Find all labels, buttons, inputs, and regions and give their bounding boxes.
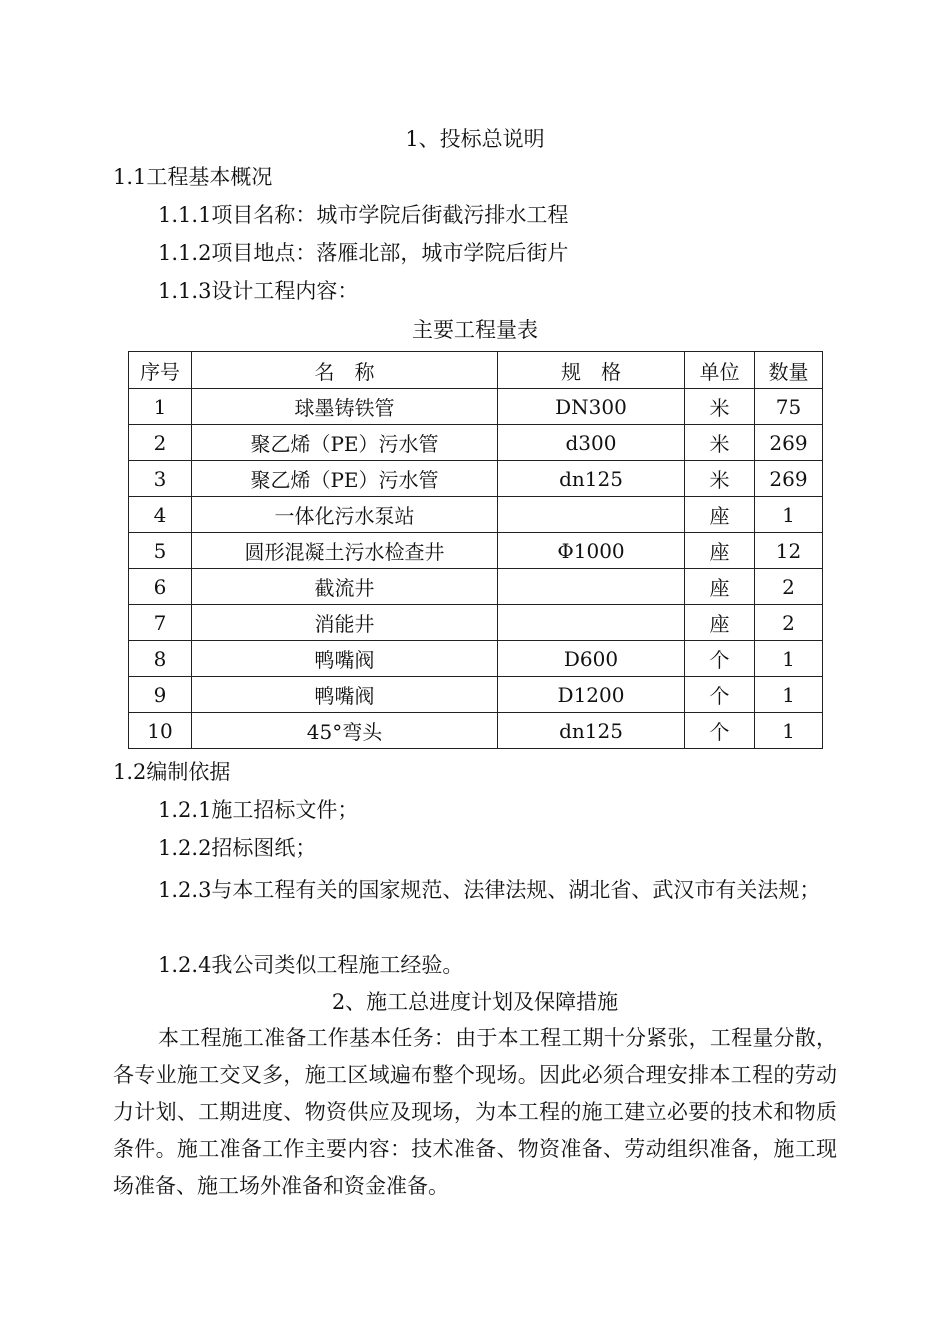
cell-unit: 座: [685, 497, 755, 533]
cell-spec: D600: [498, 641, 685, 677]
cell-name: 球墨铸铁管: [192, 389, 498, 425]
project-name-line: 1.1.1项目名称：城市学院后街截污排水工程: [158, 203, 569, 227]
section-2-title: 2、施工总进度计划及保障措施: [331, 990, 619, 1014]
cell-unit: 座: [685, 605, 755, 641]
project-location-line: 1.1.2项目地点：落雁北部，城市学院后街片: [158, 241, 569, 265]
table-caption: 主要工程量表: [412, 318, 538, 342]
cell-name: 一体化污水泵站: [192, 497, 498, 533]
section-1-title: 1、投标总说明: [405, 127, 545, 151]
table-row: [129, 641, 823, 677]
header-unit: 单位: [685, 352, 755, 389]
table-row: [129, 497, 823, 533]
cell-index: 5: [129, 533, 192, 569]
cell-index: 9: [129, 677, 192, 713]
cell-spec: [498, 497, 685, 533]
quantity-table: [128, 351, 823, 749]
table-row: [129, 605, 823, 641]
cell-quantity: 12: [755, 533, 823, 569]
section-2-paragraph: 本工程施工准备工作基本任务：由于本工程工期十分紧张，工程量分散，各专业施工交叉多，施工区域遍布整个现场。因此必须合理安排本工程的劳动力计划、工期进度、物资供应及现场，为本工程的施工建立必要的技术和物质条件。施工准备工作主要内容：技术准备、物资准备、劳动组织准备，施工现场准备、施工场外准备和资金准备。: [113, 1026, 837, 1198]
cell-unit: 座: [685, 569, 755, 605]
cell-unit: 个: [685, 713, 755, 749]
cell-spec: dn125: [498, 713, 685, 749]
basis-item-3: 1.2.3与本工程有关的国家规范、法律法规、湖北省、武汉市有关法规；: [158, 878, 821, 902]
cell-unit: 个: [685, 677, 755, 713]
cell-quantity: 75: [755, 389, 823, 425]
cell-name: 45°弯头: [192, 713, 498, 749]
cell-index: 4: [129, 497, 192, 533]
cell-index: 2: [129, 425, 192, 461]
cell-index: 8: [129, 641, 192, 677]
cell-name: 截流井: [192, 569, 498, 605]
cell-unit: 米: [685, 461, 755, 497]
header-name: 名 称: [192, 352, 498, 389]
table-row: [129, 533, 823, 569]
cell-unit: 个: [685, 641, 755, 677]
cell-spec: [498, 569, 685, 605]
cell-spec: D1200: [498, 677, 685, 713]
subsection-1-2-heading: 1.2编制依据: [113, 760, 231, 784]
cell-unit: 米: [685, 425, 755, 461]
design-content-line: 1.1.3设计工程内容：: [158, 279, 359, 303]
cell-quantity: 1: [755, 677, 823, 713]
cell-quantity: 1: [755, 497, 823, 533]
table-row: [129, 425, 823, 461]
header-index: 序号: [129, 352, 192, 389]
basis-item-4: 1.2.4我公司类似工程施工经验。: [158, 953, 464, 977]
basis-item-2: 1.2.2招标图纸；: [158, 836, 317, 860]
cell-index: 7: [129, 605, 192, 641]
cell-quantity: 1: [755, 713, 823, 749]
cell-name: 聚乙烯（PE）污水管: [192, 461, 498, 497]
table-row: [129, 713, 823, 749]
table-row: [129, 569, 823, 605]
cell-quantity: 269: [755, 461, 823, 497]
subsection-1-1-heading: 1.1工程基本概况: [113, 165, 273, 189]
header-spec: 规 格: [498, 352, 685, 389]
cell-quantity: 2: [755, 605, 823, 641]
cell-quantity: 269: [755, 425, 823, 461]
cell-name: 聚乙烯（PE）污水管: [192, 425, 498, 461]
table-header-row: [129, 352, 823, 389]
cell-name: 鸭嘴阀: [192, 677, 498, 713]
cell-spec: [498, 605, 685, 641]
cell-spec: Φ1000: [498, 533, 685, 569]
table-row: [129, 677, 823, 713]
cell-name: 圆形混凝土污水检查井: [192, 533, 498, 569]
cell-unit: 座: [685, 533, 755, 569]
cell-name: 鸭嘴阀: [192, 641, 498, 677]
basis-item-1: 1.2.1施工招标文件；: [158, 798, 359, 822]
table-row: [129, 389, 823, 425]
cell-index: 1: [129, 389, 192, 425]
cell-quantity: 1: [755, 641, 823, 677]
cell-spec: dn125: [498, 461, 685, 497]
cell-name: 消能井: [192, 605, 498, 641]
cell-spec: d300: [498, 425, 685, 461]
cell-index: 10: [129, 713, 192, 749]
header-quantity: 数量: [755, 352, 823, 389]
cell-index: 6: [129, 569, 192, 605]
cell-unit: 米: [685, 389, 755, 425]
cell-spec: DN300: [498, 389, 685, 425]
cell-index: 3: [129, 461, 192, 497]
table-row: [129, 461, 823, 497]
cell-quantity: 2: [755, 569, 823, 605]
